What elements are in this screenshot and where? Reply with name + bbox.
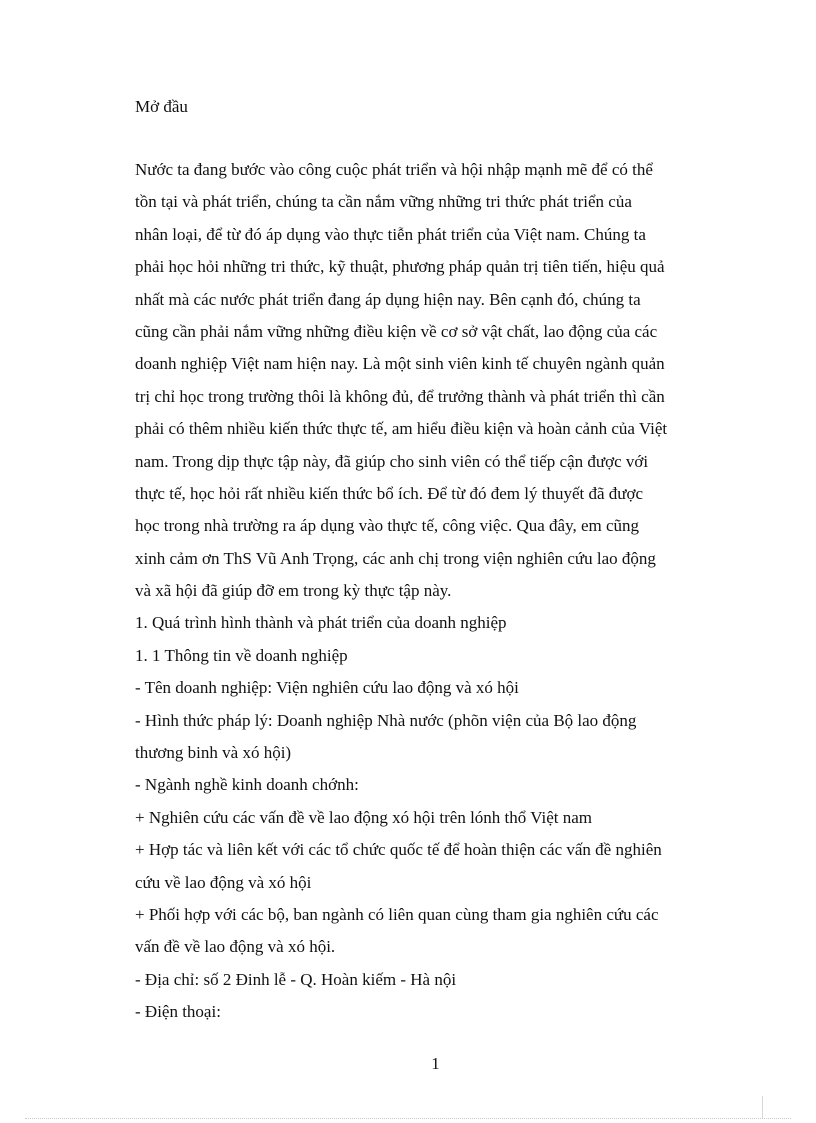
page-corner-mark	[762, 1096, 763, 1118]
section-heading: Mở đầu	[135, 97, 188, 116]
text-line: trị chỉ học trong trường thôi là không đủ, để trưởng thành và phát triển thì cần	[135, 386, 665, 406]
list-item: - Hình thức pháp lý: Doanh nghiệp Nhà nước (phõn viện của Bộ lao động	[135, 710, 637, 730]
list-item: + Hợp tác và liên kết với các tổ chức quốc tế để hoàn thiện các vấn đề nghiên	[135, 840, 662, 860]
text-line: phải học hỏi những tri thức, kỹ thuật, phương pháp quản trị tiên tiến, hiệu quả	[135, 257, 665, 277]
text-line: phải có thêm nhiều kiến thức thực tế, am hiểu điều kiện và hoàn cảnh của Việt	[135, 419, 668, 439]
text-line: Nước ta đang bước vào công cuộc phát triển và hội nhập mạnh mẽ để có thể	[135, 160, 653, 179]
list-item: - Tên doanh nghiệp: Viện nghiên cứu lao động và xó hội	[135, 678, 519, 698]
text-line: tồn tại và phát triển, chúng ta cần nắm vững những tri thức phát triển của	[135, 192, 632, 212]
text-line: thương binh và xó hội)	[135, 743, 292, 763]
list-item: - Ngành nghề kinh doanh chớnh:	[135, 775, 359, 795]
list-item: - Điện thoại:	[135, 1002, 221, 1022]
list-item: + Nghiên cứu các vấn đề về lao động xó hội trên lónh thổ Việt nam	[135, 807, 592, 827]
text-line: cứu về lao động và xó hội	[135, 872, 312, 892]
text-line: vấn đề về lao động và xó hội.	[135, 937, 336, 957]
section-title: 1. Quá trình hình thành và phát triển của doanh nghiệp	[135, 613, 507, 633]
text-line: học trong nhà trường ra áp dụng vào thực tế, công việc. Qua đây, em cũng	[135, 516, 640, 536]
list-item: + Phối hợp với các bộ, ban ngành có liên quan cùng tham gia nghiên cứu các	[135, 904, 659, 924]
page-bottom-border	[25, 1118, 791, 1119]
text-line: nam. Trong dịp thực tập này, đã giúp cho sinh viên có thể tiếp cận được với	[135, 451, 649, 471]
body-text	[135, 158, 735, 1033]
text-line: nhất mà các nước phát triển đang áp dụng hiện nay. Bên cạnh đó, chúng ta	[135, 289, 641, 309]
text-line: nhân loại, để từ đó áp dụng vào thực tiễn phát triển của Việt nam. Chúng ta	[135, 224, 646, 244]
text-line: thực tế, học hỏi rất nhiều kiến thức bổ ích. Để từ đó đem lý thuyết đã được	[135, 483, 644, 503]
list-item: - Địa chỉ: số 2 Đinh lễ - Q. Hoàn kiếm - Hà nội	[135, 969, 457, 989]
text-line: cũng cần phải nắm vững những điều kiện về cơ sở vật chất, lao động của các	[135, 321, 658, 341]
page-number: 1	[431, 1054, 440, 1073]
text-line: doanh nghiệp Việt nam hiện nay. Là một sinh viên kinh tế chuyên ngành quản	[135, 354, 665, 374]
subsection-title: 1. 1 Thông tin về doanh nghiệp	[135, 645, 348, 665]
text-line: và xã hội đã giúp đỡ em trong kỳ thực tập này.	[135, 581, 452, 601]
text-line: xinh cảm ơn ThS Vũ Anh Trọng, các anh chị trong viện nghiên cứu lao động	[135, 548, 656, 568]
